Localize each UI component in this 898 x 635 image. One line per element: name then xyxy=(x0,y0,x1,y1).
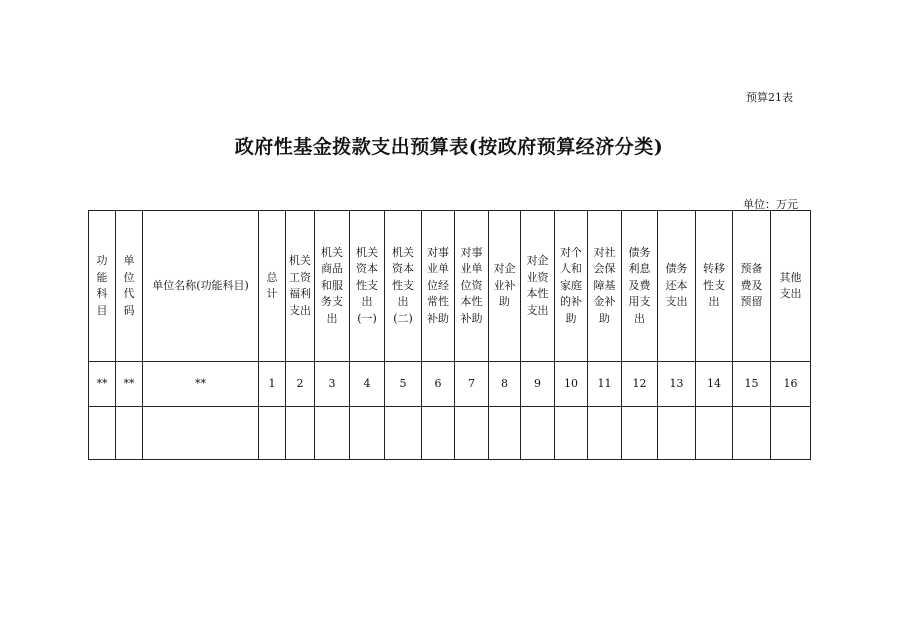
header-label: 机关 资本 性支 出 (二) xyxy=(392,245,414,325)
header-label: 总 计 xyxy=(266,270,278,300)
header-cell xyxy=(116,211,143,362)
index-cell: 3 xyxy=(315,362,350,407)
data-cell xyxy=(385,407,422,460)
header-label: 对事 业单 位资 本性 补助 xyxy=(460,245,483,325)
header-label: 债务 利息 及费 用支 出 xyxy=(628,245,651,325)
budget-table xyxy=(88,210,811,460)
index-cell: 12 xyxy=(622,362,658,407)
data-cell xyxy=(658,407,696,460)
header-cell xyxy=(658,211,696,362)
index-cell: 4 xyxy=(350,362,385,407)
header-cell xyxy=(771,211,811,362)
header-cell xyxy=(733,211,771,362)
index-cell: 6 xyxy=(422,362,455,407)
data-cell xyxy=(315,407,350,460)
header-label: 转移 性支 出 xyxy=(703,262,725,309)
index-cell: 11 xyxy=(588,362,622,407)
header-label: 单位名称(功能科目) xyxy=(152,278,249,292)
header-label: 债务 还本 支出 xyxy=(665,262,688,309)
index-cell: 2 xyxy=(286,362,315,407)
header-cell xyxy=(286,211,315,362)
data-cell xyxy=(89,407,116,460)
header-cell xyxy=(489,211,521,362)
index-cell: ** xyxy=(143,362,259,407)
header-row xyxy=(89,211,811,362)
index-row xyxy=(89,362,811,407)
index-cell: ** xyxy=(116,362,143,407)
index-cell: 15 xyxy=(733,362,771,407)
header-cell xyxy=(422,211,455,362)
header-label: 机关 资本 性支 出 (一) xyxy=(356,245,378,325)
data-cell xyxy=(521,407,555,460)
header-label: 单 位 代 码 xyxy=(123,254,135,317)
header-cell xyxy=(350,211,385,362)
header-cell xyxy=(259,211,286,362)
header-cell xyxy=(588,211,622,362)
header-label: 对社 会保 障基 金补 助 xyxy=(593,245,616,325)
header-cell xyxy=(622,211,658,362)
header-label: 对个 人和 家庭 的补 助 xyxy=(560,245,582,325)
index-cell: 10 xyxy=(555,362,588,407)
data-cell xyxy=(733,407,771,460)
data-cell xyxy=(116,407,143,460)
header-label: 对事 业单 位经 常性 补助 xyxy=(427,245,449,325)
data-cell xyxy=(455,407,489,460)
data-cell xyxy=(771,407,811,460)
data-cell xyxy=(350,407,385,460)
data-cell xyxy=(489,407,521,460)
header-cell xyxy=(455,211,489,362)
data-row xyxy=(89,407,811,460)
page-title: 政府性基金拨款支出预算表(按政府预算经济分类) xyxy=(234,136,664,158)
header-label: 其他 支出 xyxy=(779,270,802,300)
header-cell xyxy=(315,211,350,362)
data-cell xyxy=(588,407,622,460)
index-cell: 14 xyxy=(696,362,733,407)
header-label: 对企 业补 助 xyxy=(493,262,516,309)
header-label: 机关 商品 和服 务支 出 xyxy=(321,245,343,325)
header-label: 机关 工资 福利 支出 xyxy=(289,254,311,317)
data-cell xyxy=(622,407,658,460)
header-cell xyxy=(521,211,555,362)
index-cell: 13 xyxy=(658,362,696,407)
index-cell: 1 xyxy=(259,362,286,407)
unit-label: 单位：万元 xyxy=(743,198,798,211)
data-cell xyxy=(422,407,455,460)
index-cell: 16 xyxy=(771,362,811,407)
header-cell xyxy=(385,211,422,362)
header-cell xyxy=(696,211,733,362)
data-cell xyxy=(555,407,588,460)
data-cell xyxy=(286,407,315,460)
data-cell xyxy=(696,407,733,460)
index-cell: 5 xyxy=(385,362,422,407)
header-label: 功 能 科 目 xyxy=(96,254,108,317)
header-label: 预备 费及 预留 xyxy=(740,262,763,309)
header-label: 对企 业资 本性 支出 xyxy=(526,254,549,317)
index-cell: ** xyxy=(89,362,116,407)
table-number-label: 预算21表 xyxy=(746,91,793,104)
data-cell xyxy=(143,407,259,460)
index-cell: 9 xyxy=(521,362,555,407)
index-cell: 8 xyxy=(489,362,521,407)
header-cell xyxy=(89,211,116,362)
data-cell xyxy=(259,407,286,460)
header-cell xyxy=(143,211,259,362)
index-cell: 7 xyxy=(455,362,489,407)
header-cell xyxy=(555,211,588,362)
